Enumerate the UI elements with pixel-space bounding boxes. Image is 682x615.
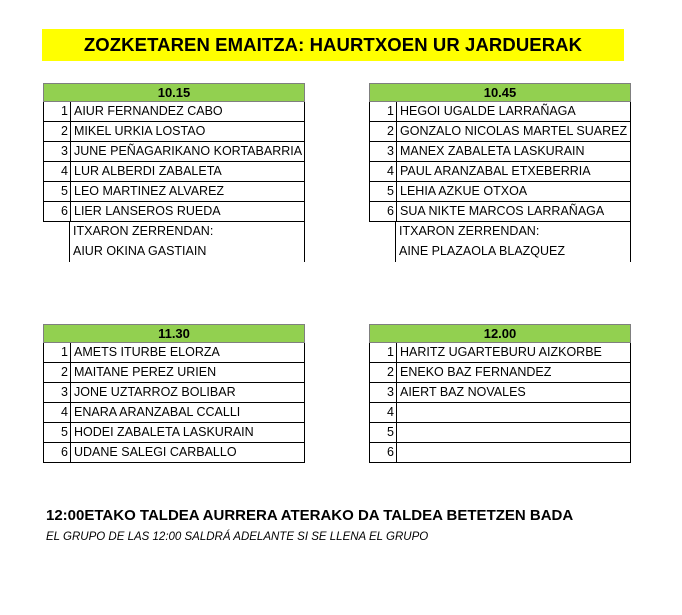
page-title: ZOZKETAREN EMAITZA: HAURTXOEN UR JARDUERAK [42, 29, 624, 61]
table-row [43, 363, 305, 383]
waitlist-label-row [369, 222, 631, 242]
participant-name: LEHIA AZKUE OTXOA [400, 184, 528, 198]
table-row [369, 443, 631, 463]
waitlist-label: ITXARON ZERRENDAN: [70, 222, 305, 242]
table-row [43, 383, 305, 403]
row-number: 4 [370, 162, 397, 181]
participant-name: ENEKO BAZ FERNANDEZ [400, 365, 552, 379]
row-number: 4 [370, 403, 397, 422]
group-1015 [43, 83, 305, 262]
table-row [43, 423, 305, 443]
participant-name [397, 443, 630, 462]
footer-note-basque: 12:00ETAKO TALDEA AURRERA ATERAKO DA TALDEA BETETZEN BADA [46, 507, 574, 524]
row-number: 6 [370, 202, 397, 221]
table-row [43, 443, 305, 463]
waitlist-name-row [369, 242, 631, 262]
waitlist-name: AIUR OKINA GASTIAIN [70, 242, 305, 262]
table-row [369, 383, 631, 403]
group-time-header: 11.30 [43, 324, 305, 343]
waitlist-label-row [43, 222, 305, 242]
group-1130 [43, 324, 305, 463]
row-number: 2 [370, 363, 397, 382]
group-time-header: 12.00 [369, 324, 631, 343]
participant-name: MAITANE PEREZ URIEN [74, 365, 217, 379]
row-number: 2 [44, 363, 71, 382]
participant-name: LIER LANSEROS RUEDA [74, 204, 221, 218]
participant-name: GONZALO NICOLAS MARTEL SUAREZ [400, 124, 628, 138]
table-row [43, 142, 305, 162]
row-number: 1 [370, 343, 397, 362]
row-number: 1 [44, 102, 71, 121]
row-number: 2 [44, 122, 71, 141]
group-1045 [369, 83, 631, 262]
participant-name: JUNE PEÑAGARIKANO KORTABARRIA [74, 144, 303, 158]
table-row [43, 343, 305, 363]
participant-name: AMETS ITURBE ELORZA [74, 345, 220, 359]
row-number: 5 [44, 182, 71, 201]
group-time-header: 10.45 [369, 83, 631, 102]
table-row [43, 102, 305, 122]
table-row [369, 102, 631, 122]
row-number: 4 [44, 403, 71, 422]
participant-name: AIUR FERNANDEZ CABO [74, 104, 223, 118]
table-row [43, 403, 305, 423]
table-row [43, 202, 305, 222]
row-number: 5 [370, 423, 397, 442]
row-number: 6 [44, 202, 71, 221]
waitlist-label: ITXARON ZERRENDAN: [396, 222, 631, 242]
participant-name: JONE UZTARROZ BOLIBAR [74, 385, 236, 399]
group-1200 [369, 324, 631, 463]
table-row [369, 182, 631, 202]
table-row [43, 162, 305, 182]
table-row [43, 122, 305, 142]
participant-name: SUA NIKTE MARCOS LARRAÑAGA [400, 204, 605, 218]
participant-name [397, 423, 630, 442]
row-number: 1 [44, 343, 71, 362]
waitlist-name: AINE PLAZAOLA BLAZQUEZ [396, 242, 631, 262]
row-number: 4 [44, 162, 71, 181]
table-row [369, 142, 631, 162]
waitlist-name-row [43, 242, 305, 262]
table-row [369, 202, 631, 222]
participant-name: LEO MARTINEZ ALVAREZ [74, 184, 225, 198]
table-row [369, 122, 631, 142]
table-row [369, 343, 631, 363]
row-number: 3 [370, 383, 397, 402]
row-number: 5 [44, 423, 71, 442]
table-row [369, 423, 631, 443]
participant-name: HARITZ UGARTEBURU AIZKORBE [400, 345, 602, 359]
participant-name: ENARA ARANZABAL CCALLI [74, 405, 241, 419]
table-row [369, 363, 631, 383]
row-number: 2 [370, 122, 397, 141]
participant-name: PAUL ARANZABAL ETXEBERRIA [400, 164, 591, 178]
row-number: 3 [370, 142, 397, 161]
table-row [369, 162, 631, 182]
table-row [43, 182, 305, 202]
footer-note-spanish: EL GRUPO DE LAS 12:00 SALDRÁ ADELANTE SI SE LLENA EL GRUPO [46, 531, 429, 543]
participant-name: UDANE SALEGI CARBALLO [74, 445, 237, 459]
row-number: 3 [44, 383, 71, 402]
row-number: 6 [370, 443, 397, 462]
participant-name: MIKEL URKIA LOSTAO [74, 124, 206, 138]
participant-name: MANEX ZABALETA LASKURAIN [400, 144, 585, 158]
participant-name: HEGOI UGALDE LARRAÑAGA [400, 104, 576, 118]
table-row [369, 403, 631, 423]
participant-name: AIERT BAZ NOVALES [400, 385, 526, 399]
row-number: 5 [370, 182, 397, 201]
row-number: 6 [44, 443, 71, 462]
group-time-header: 10.15 [43, 83, 305, 102]
participant-name [397, 403, 630, 422]
row-number: 1 [370, 102, 397, 121]
participant-name: LUR ALBERDI ZABALETA [74, 164, 222, 178]
row-number: 3 [44, 142, 71, 161]
participant-name: HODEI ZABALETA LASKURAIN [74, 425, 254, 439]
